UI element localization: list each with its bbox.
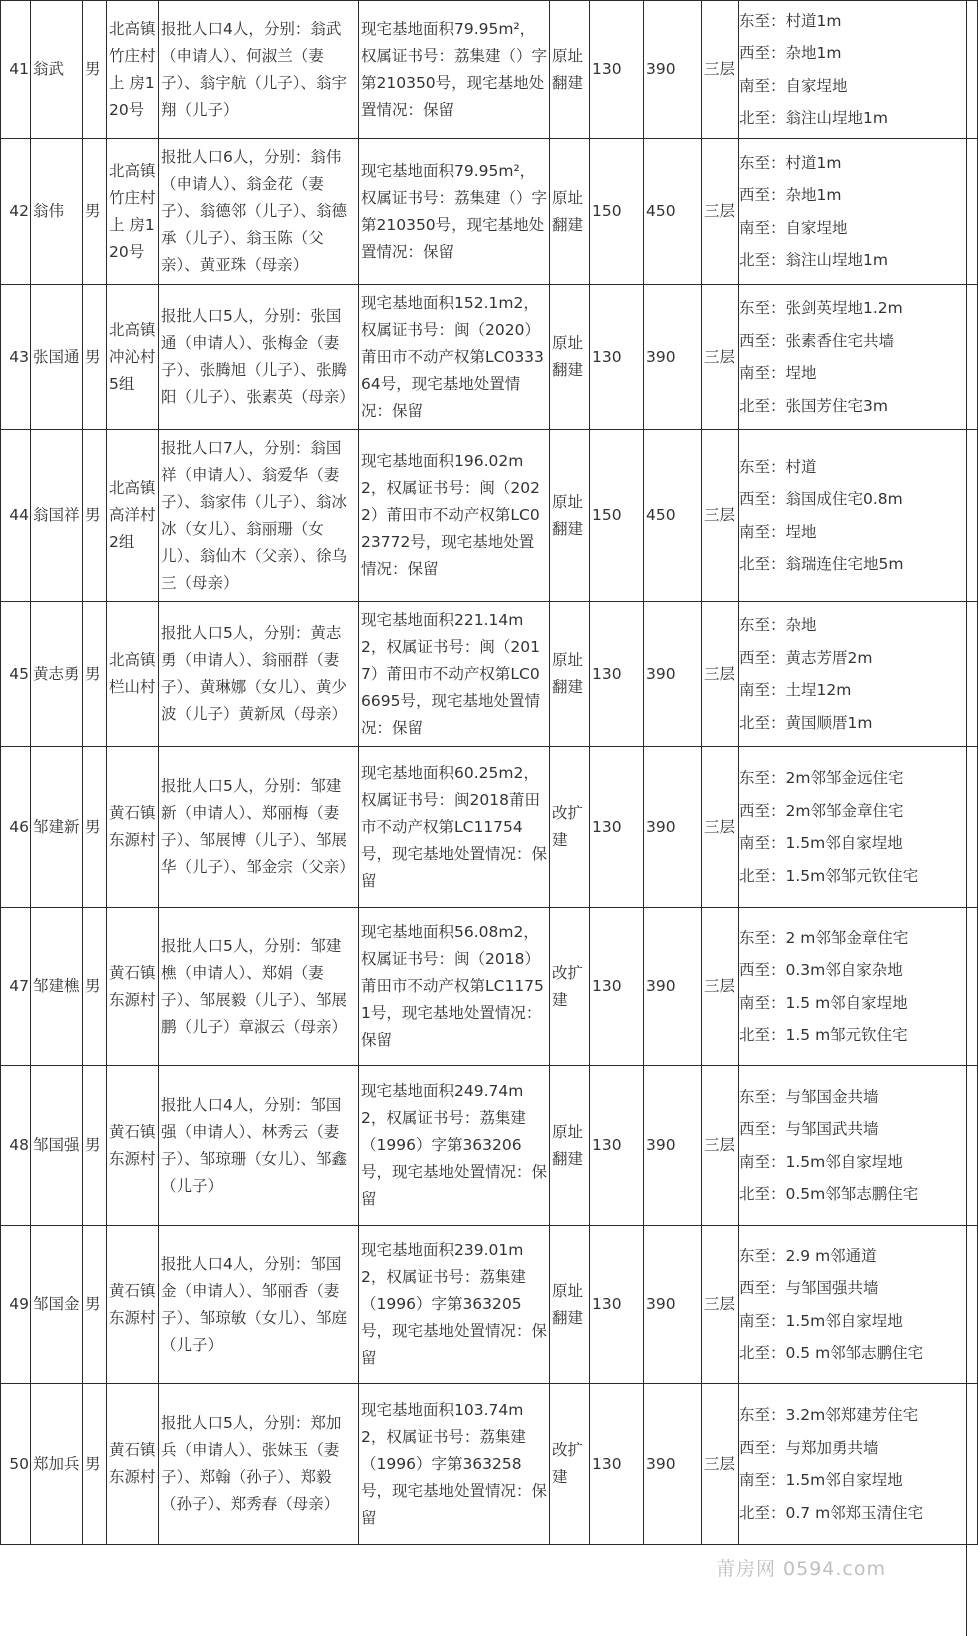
boundary-line: 东至：张剑英埕地1.2m bbox=[739, 299, 903, 317]
boundary-line: 北至：0.5 m邻邹志鹏住宅 bbox=[739, 1344, 924, 1362]
boundary-line: 西至：与邹国武共墙 bbox=[739, 1120, 879, 1138]
watermark: 莆房网 0594.com bbox=[715, 1558, 886, 1580]
boundary-line: 西至：黄志芳厝2m bbox=[739, 648, 873, 667]
household-members-cell: 报批人口5人，分别：张国通（申请人）、张梅金（妻子）、张腾旭（儿子）、张腾阳（儿子）、张素英（母亲） bbox=[159, 285, 359, 430]
gender-cell: 男 bbox=[83, 285, 107, 430]
household-members-cell: 报批人口5人，分别：郑加兵（申请人）、张妹玉（妻子）、郑翰（孙子）、郑毅（孙子）、郑秀春（母亲） bbox=[159, 1384, 359, 1545]
build-mode-cell: 改扩建 bbox=[550, 747, 590, 908]
boundary-line: 北至：翁注山埕地1m bbox=[739, 109, 888, 127]
floors-cell: 三层 bbox=[702, 908, 739, 1066]
build-mode-cell: 原址翻建 bbox=[550, 430, 590, 602]
address-cell: 黄石镇东源村 bbox=[107, 1226, 159, 1384]
build-mode-cell: 原址翻建 bbox=[550, 1066, 590, 1226]
boundary-line: 南至：埕地 bbox=[739, 522, 817, 541]
row-number-cell: 50 bbox=[1, 1384, 31, 1545]
land-area-cell: 130 bbox=[590, 908, 644, 1066]
household-members-cell: 报批人口7人，分别：翁国祥（申请人）、翁爱华（妻子）、翁家伟（儿子）、翁冰冰（女儿）、翁丽珊（女儿）、翁仙木（父亲）、徐乌三（母亲） bbox=[159, 430, 359, 602]
boundary-line: 东至：村道 bbox=[739, 457, 817, 476]
current-homestead-cell: 现宅基地面积249.74m2，权属证书号：荔集建（1996）字第363206号，现宅基地处置情况：保留 bbox=[359, 1066, 550, 1226]
row-number-cell: 41 bbox=[1, 1, 31, 139]
applicant-name-cell: 翁伟 bbox=[31, 139, 83, 285]
land-area-cell: 130 bbox=[590, 1226, 644, 1384]
boundary-line: 北至：翁瑞连住宅地5m bbox=[739, 555, 904, 573]
table-row bbox=[1, 285, 978, 430]
gender-cell: 男 bbox=[83, 1, 107, 139]
floor-area-cell: 390 bbox=[644, 1066, 702, 1226]
household-members-cell: 报批人口5人，分别：邹建新（申请人）、郑丽梅（妻子）、邹展博（儿子）、邹展华（儿子）、邹金宗（父亲） bbox=[159, 747, 359, 908]
boundary-line: 北至：0.5m邻邹志鹏住宅 bbox=[739, 1185, 919, 1203]
table-row bbox=[1, 908, 978, 1066]
applicant-name-cell: 邹国金 bbox=[31, 1226, 83, 1384]
boundary-line: 西至：杂地1m bbox=[739, 186, 842, 204]
boundaries-cell bbox=[739, 139, 978, 285]
current-homestead-cell: 现宅基地面积103.74m2，权属证书号：荔集建（1996）字第363258号，现宅基地处置情况：保留 bbox=[359, 1384, 550, 1545]
row-number-cell: 43 bbox=[1, 285, 31, 430]
build-mode-cell: 原址翻建 bbox=[550, 1, 590, 139]
boundary-line: 南至：自家埕地 bbox=[739, 76, 848, 95]
land-area-cell: 130 bbox=[590, 1066, 644, 1226]
applicant-name-cell: 黄志勇 bbox=[31, 602, 83, 747]
boundaries-cell bbox=[739, 1226, 978, 1384]
row-number-cell: 48 bbox=[1, 1066, 31, 1226]
address-cell: 北高镇竹庄村上 房120号 bbox=[107, 139, 159, 285]
floor-area-cell: 390 bbox=[644, 1384, 702, 1545]
boundary-line: 北至：翁注山埕地1m bbox=[739, 251, 888, 269]
gender-cell: 男 bbox=[83, 747, 107, 908]
floor-area-cell: 390 bbox=[644, 908, 702, 1066]
floor-area-cell: 390 bbox=[644, 747, 702, 908]
gender-cell: 男 bbox=[83, 1226, 107, 1384]
boundaries-cell bbox=[739, 602, 978, 747]
floor-area-cell: 390 bbox=[644, 1226, 702, 1384]
boundary-line: 东至：与邹国金共墙 bbox=[739, 1087, 879, 1106]
floors-cell: 三层 bbox=[702, 285, 739, 430]
household-members-cell: 报批人口6人，分别：翁伟（申请人）、翁金花（妻子）、翁德邻（儿子）、翁德承（儿子）、翁玉陈（父亲）、黄亚珠（母亲） bbox=[159, 139, 359, 285]
boundaries-cell bbox=[739, 908, 978, 1066]
boundary-line: 北至：1.5m邻邹元钦住宅 bbox=[739, 866, 919, 885]
row-number-cell: 49 bbox=[1, 1226, 31, 1384]
applicant-name-cell: 郑加兵 bbox=[31, 1384, 83, 1545]
boundaries-cell bbox=[739, 430, 978, 602]
boundary-line: 东至：村道1m bbox=[739, 153, 842, 172]
address-cell: 黄石镇东源村 bbox=[107, 1066, 159, 1226]
floors-cell: 三层 bbox=[702, 1066, 739, 1226]
current-homestead-cell: 现宅基地面积152.1m2，权属证书号：闽（2020）莆田市不动产权第LC033364号，现宅基地处置情况：保留 bbox=[359, 285, 550, 430]
address-cell: 黄石镇东源村 bbox=[107, 747, 159, 908]
row-number-cell: 44 bbox=[1, 430, 31, 602]
floors-cell: 三层 bbox=[702, 1226, 739, 1384]
build-mode-cell: 改扩建 bbox=[550, 908, 590, 1066]
boundary-line: 南至：自家埕地 bbox=[739, 218, 848, 237]
boundary-line: 西至：翁国成住宅0.8m bbox=[739, 490, 903, 508]
row-number-cell: 46 bbox=[1, 747, 31, 908]
build-mode-cell: 改扩建 bbox=[550, 1384, 590, 1545]
gender-cell: 男 bbox=[83, 1066, 107, 1226]
boundaries-cell bbox=[739, 747, 978, 908]
land-area-cell: 150 bbox=[590, 139, 644, 285]
boundary-line: 西至：与郑加勇共墙 bbox=[739, 1438, 879, 1457]
floor-area-cell: 390 bbox=[644, 1, 702, 139]
land-area-cell: 130 bbox=[590, 602, 644, 747]
table-row bbox=[1, 1066, 978, 1226]
current-homestead-cell: 现宅基地面积79.95m²，权属证书号：荔集建（）字第210350号，现宅基地处置情况：保留 bbox=[359, 139, 550, 285]
row-number-cell: 47 bbox=[1, 908, 31, 1066]
boundary-line: 南至：1.5m邻自家埕地 bbox=[739, 1152, 903, 1171]
table-row bbox=[1, 747, 978, 908]
household-members-cell: 报批人口5人，分别：邹建樵（申请人）、郑娟（妻子）、邹展毅（儿子）、邹展鹏（儿子）章淑云（母亲） bbox=[159, 908, 359, 1066]
land-area-cell: 130 bbox=[590, 747, 644, 908]
boundaries-cell bbox=[739, 285, 978, 430]
boundary-line: 东至：3.2m邻郑建芳住宅 bbox=[739, 1406, 919, 1424]
current-homestead-cell: 现宅基地面积79.95m²，权属证书号：荔集建（）字第210350号，现宅基地处置情况：保留 bbox=[359, 1, 550, 139]
row-number-cell: 42 bbox=[1, 139, 31, 285]
build-mode-cell: 原址翻建 bbox=[550, 285, 590, 430]
boundary-line: 西至：杂地1m bbox=[739, 44, 842, 62]
boundary-line: 北至：0.7 m邻郑玉清住宅 bbox=[739, 1503, 924, 1522]
table-row bbox=[1, 1384, 978, 1545]
boundary-line: 东至：2.9 m邻通道 bbox=[739, 1246, 877, 1265]
floors-cell: 三层 bbox=[702, 747, 739, 908]
table-row bbox=[1, 1, 978, 139]
boundary-line: 东至：2 m邻邹金章住宅 bbox=[739, 928, 909, 947]
land-area-cell: 130 bbox=[590, 285, 644, 430]
land-area-cell: 150 bbox=[590, 430, 644, 602]
address-cell: 北高镇竹庄村上 房120号 bbox=[107, 1, 159, 139]
applicant-name-cell: 邹建新 bbox=[31, 747, 83, 908]
boundary-line: 北至：张国芳住宅3m bbox=[739, 396, 888, 415]
floor-area-cell: 390 bbox=[644, 602, 702, 747]
boundaries-cell bbox=[739, 1, 978, 139]
address-cell: 北高镇栏山村 bbox=[107, 602, 159, 747]
boundary-line: 西至：与邹国强共墙 bbox=[739, 1279, 879, 1297]
floors-cell: 三层 bbox=[702, 1384, 739, 1545]
floors-cell: 三层 bbox=[702, 430, 739, 602]
boundary-line: 东至：2m邻邹金远住宅 bbox=[739, 769, 904, 787]
household-members-cell: 报批人口4人，分别：翁武（申请人）、何淑兰（妻子）、翁宇航（儿子）、翁宇翔（儿子） bbox=[159, 1, 359, 139]
address-cell: 黄石镇东源村 bbox=[107, 908, 159, 1066]
gender-cell: 男 bbox=[83, 602, 107, 747]
floor-area-cell: 450 bbox=[644, 430, 702, 602]
floor-area-cell: 390 bbox=[644, 285, 702, 430]
floors-cell: 三层 bbox=[702, 139, 739, 285]
floor-area-cell: 450 bbox=[644, 139, 702, 285]
floors-cell: 三层 bbox=[702, 602, 739, 747]
boundary-line: 南至：1.5m邻自家埕地 bbox=[739, 834, 903, 852]
boundary-line: 北至：1.5 m邹元钦住宅 bbox=[739, 1026, 908, 1044]
applicant-name-cell: 邹建樵 bbox=[31, 908, 83, 1066]
gender-cell: 男 bbox=[83, 908, 107, 1066]
gender-cell: 男 bbox=[83, 1384, 107, 1545]
table-row bbox=[1, 602, 978, 747]
applicant-name-cell: 邹国强 bbox=[31, 1066, 83, 1226]
gender-cell: 男 bbox=[83, 430, 107, 602]
applicant-name-cell: 翁武 bbox=[31, 1, 83, 139]
current-homestead-cell: 现宅基地面积239.01m2，权属证书号：荔集建（1996）字第363205号，现宅基地处置情况：保留 bbox=[359, 1226, 550, 1384]
household-members-cell: 报批人口4人，分别：邹国强（申请人）、林秀云（妻子）、邹琼珊（女儿）、邹鑫（儿子） bbox=[159, 1066, 359, 1226]
boundary-line: 南至：埕地 bbox=[739, 364, 817, 382]
boundary-line: 西至：张素香住宅共墙 bbox=[739, 331, 895, 350]
boundary-line: 南至：土埕12m bbox=[739, 681, 852, 699]
table-row bbox=[1, 1226, 978, 1384]
right-edge-line bbox=[966, 0, 967, 1636]
boundary-line: 东至：村道1m bbox=[739, 11, 842, 30]
address-cell: 北高镇高洋村2组 bbox=[107, 430, 159, 602]
table-body bbox=[1, 1, 978, 1545]
household-members-cell: 报批人口4人，分别：邹国金（申请人）、邹丽香（妻子）、邹琼敏（女儿）、邹庭（儿子） bbox=[159, 1226, 359, 1384]
boundary-line: 北至：黄国顺厝1m bbox=[739, 713, 873, 732]
boundaries-cell bbox=[739, 1384, 978, 1545]
boundary-line: 西至：0.3m邻自家杂地 bbox=[739, 961, 903, 979]
boundary-line: 西至：2m邻邹金章住宅 bbox=[739, 801, 904, 820]
floors-cell: 三层 bbox=[702, 1, 739, 139]
address-cell: 北高镇冲沁村5组 bbox=[107, 285, 159, 430]
row-number-cell: 45 bbox=[1, 602, 31, 747]
boundaries-cell bbox=[739, 1066, 978, 1226]
gender-cell: 男 bbox=[83, 139, 107, 285]
current-homestead-cell: 现宅基地面积60.25m2，权属证书号：闽2018莆田市不动产权第LC11754号，现宅基地处置情况：保留 bbox=[359, 747, 550, 908]
table-row bbox=[1, 139, 978, 285]
boundary-line: 东至：杂地 bbox=[739, 616, 817, 634]
current-homestead-cell: 现宅基地面积56.08m2，权属证书号：闽（2018）莆田市不动产权第LC11751号，现宅基地处置情况：保留 bbox=[359, 908, 550, 1066]
current-homestead-cell: 现宅基地面积196.02m2，权属证书号：闽（2022）莆田市不动产权第LC023772号，现宅基地处置情况：保留 bbox=[359, 430, 550, 602]
current-homestead-cell: 现宅基地面积221.14m2，权属证书号：闽（2017）莆田市不动产权第LC06695号，现宅基地处置情况：保留 bbox=[359, 602, 550, 747]
applicant-name-cell: 张国通 bbox=[31, 285, 83, 430]
address-cell: 黄石镇东源村 bbox=[107, 1384, 159, 1545]
build-mode-cell: 原址翻建 bbox=[550, 602, 590, 747]
table-row bbox=[1, 430, 978, 602]
boundary-line: 南至：1.5m邻自家埕地 bbox=[739, 1311, 903, 1330]
household-members-cell: 报批人口5人，分别：黄志勇（申请人）、翁丽群（妻子）、黄琳娜（女儿）、黄少波（儿子）黄新凤（母亲） bbox=[159, 602, 359, 747]
boundary-line: 南至：1.5m邻自家埕地 bbox=[739, 1471, 903, 1489]
boundary-line: 南至：1.5 m邻自家埕地 bbox=[739, 993, 908, 1012]
land-area-cell: 130 bbox=[590, 1384, 644, 1545]
build-mode-cell: 原址翻建 bbox=[550, 139, 590, 285]
build-mode-cell: 原址翻建 bbox=[550, 1226, 590, 1384]
land-area-cell: 130 bbox=[590, 1, 644, 139]
applicant-name-cell: 翁国祥 bbox=[31, 430, 83, 602]
